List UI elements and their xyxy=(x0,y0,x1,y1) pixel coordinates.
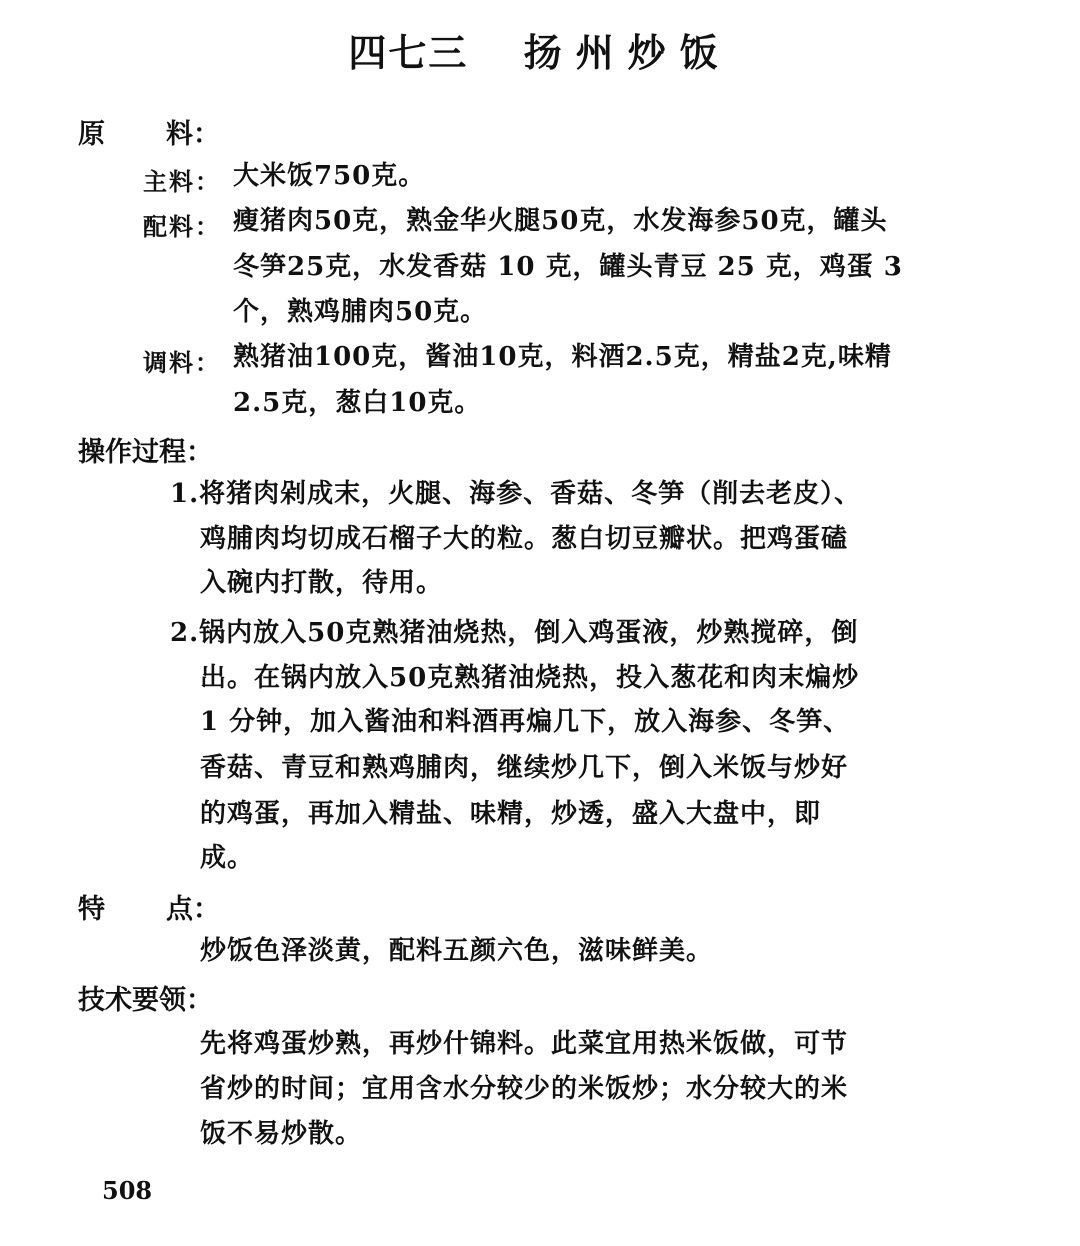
page-title xyxy=(0,22,1080,77)
aux-ingredient-label: 配料： xyxy=(143,212,221,241)
tips-line: 先将鸡蛋炒熟，再炒什锦料。此菜宜用热米饭做，可节 xyxy=(200,1029,849,1059)
main-ingredient-label: 主料： xyxy=(143,167,221,196)
tips-line: 饭不易炒散。 xyxy=(200,1119,363,1149)
seasoning-label: 调料： xyxy=(143,348,221,377)
step1-line: 1.将猪肉剁成末，火腿、海参、香菇、冬笋（削去老皮）、 xyxy=(170,479,862,509)
aux-ingredient-line: 瘦猪肉50克，熟金华火腿50克，水发海参50克，罐头 xyxy=(233,206,888,236)
aux-ingredient-line: 冬笋25克，水发香菇 10 克，罐头青豆 25 克，鸡蛋 3 xyxy=(233,252,903,282)
process-heading: 操作过程： xyxy=(78,437,213,468)
features-text: 炒饭色泽淡黄，配料五颜六色，滋味鲜美。 xyxy=(200,936,714,966)
step2-line: 出。在锅内放入50克熟猪油烧热，投入葱花和肉末煸炒 xyxy=(200,663,860,693)
tips-heading: 技术要领： xyxy=(78,985,213,1016)
ingredients-heading-char2: 料： xyxy=(166,119,220,150)
step2-line: 香菇、青豆和熟鸡脯肉，继续炒几下，倒入米饭与炒好 xyxy=(200,753,849,783)
aux-ingredient-line: 个，熟鸡脯肉50克。 xyxy=(233,297,488,327)
page-number: 508 xyxy=(102,1176,153,1205)
step2-line: 1 分钟，加入酱油和料酒再煸几下，放入海参、冬笋、 xyxy=(200,707,851,737)
step2-line: 的鸡蛋，再加入精盐、味精，炒透，盛入大盘中，即 xyxy=(200,799,822,829)
seasoning-line: 熟猪油100克，酱油10克，料酒2.5克，精盐2克,味精 xyxy=(233,342,892,372)
step1-line: 入碗内打散，待用。 xyxy=(200,568,444,598)
ingredients-heading-char1: 原 xyxy=(78,119,105,150)
main-ingredient-text: 大米饭750克。 xyxy=(233,161,426,191)
seasoning-line: 2.5克，葱白10克。 xyxy=(233,388,482,418)
step2-line: 2.锅内放入50克熟猪油烧热，倒入鸡蛋液，炒熟搅碎，倒 xyxy=(170,618,859,648)
ingredients-heading xyxy=(78,112,220,151)
features-heading-char2: 点： xyxy=(166,894,220,925)
step2-line: 成。 xyxy=(200,843,255,873)
features-heading-char1: 特 xyxy=(78,894,105,925)
tips-line: 省炒的时间；宜用含水分较少的米饭炒；水分较大的米 xyxy=(200,1074,849,1104)
features-heading xyxy=(78,887,220,926)
recipe-number: 四七三 xyxy=(348,30,469,75)
recipe-name: 扬州炒饭 xyxy=(523,30,732,75)
step1-line: 鸡脯肉均切成石榴子大的粒。葱白切豆瓣状。把鸡蛋磕 xyxy=(200,524,849,554)
